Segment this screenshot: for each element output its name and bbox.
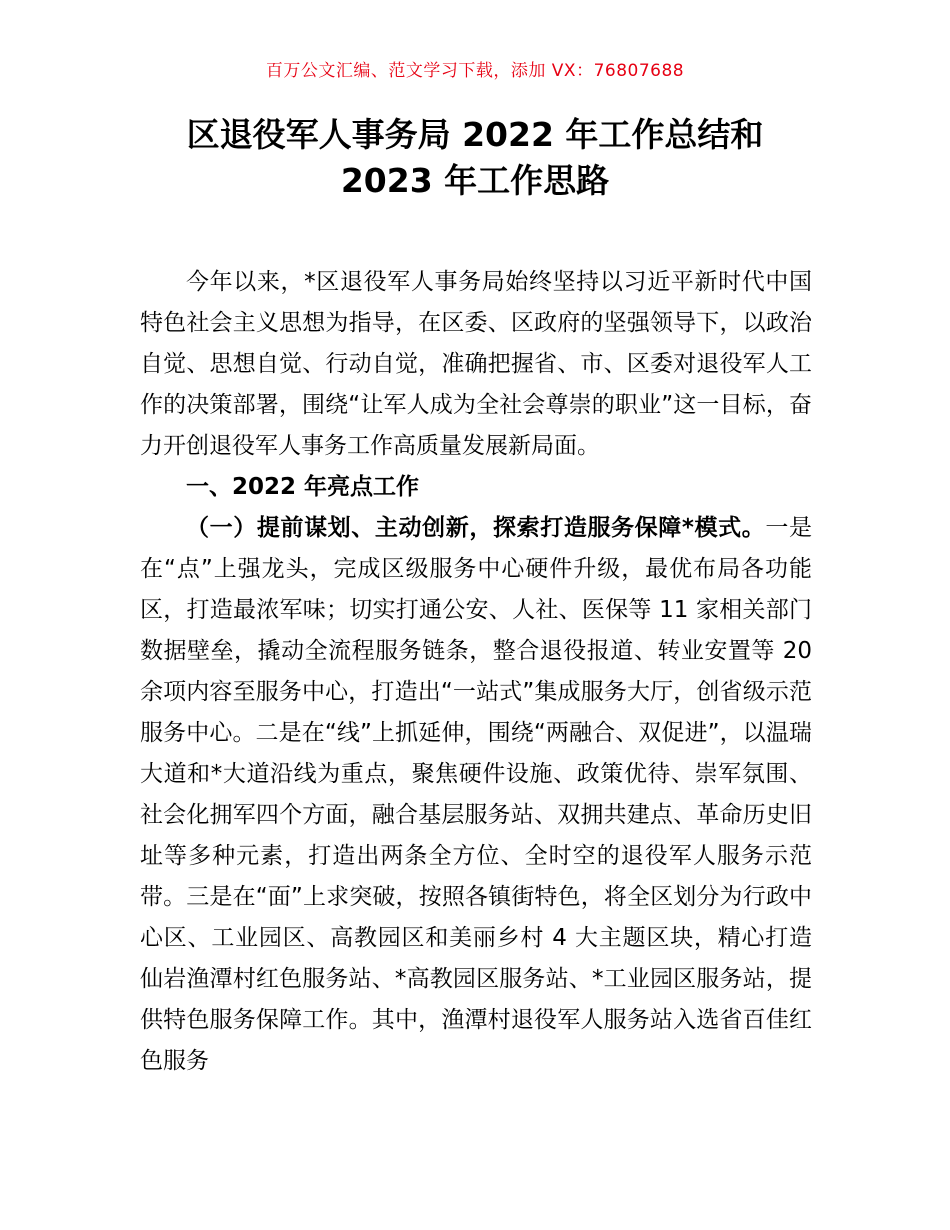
subsection-text-1: 一是在“点”上强龙头，完成区级服务中心硬件升级，最优布局各功能区，打造最浓军味；切实打通公安、人社、医保等 11 家相关部门数据壁垒，撬动全流程服务链条，整合退役报道、转业安置等 20 余项内容至服务中心，打造出“一站式”集成服务大厅，创省级示范服务中心。二是在“线”上抓延伸，围绕“两融合、双促进”，以温瑞大道和*大道沿线为重点，聚焦硬件设施、政策优待、崇军氛围、社会化拥军四个方面，融合基层服务站、双拥共建点、革命历史旧址等多种元素，打造出两条全方位、全时空的退役军人服务示范带。三是在“面”上求突破，按照各镇街特色，将全区划分为行政中心区、工业园区、高教园区和美丽乡村 4 大主题区块，精心打造仙岩渔潭村红色服务站、*高教园区服务站、*工业园区服务站，提供特色服务保障工作。其中，渔潭村退役军人服务站入选省百佳红色服务 [140,515,813,1074]
page-title [0,112,950,204]
subsection-heading-1: （一）提前谋划、主动创新，探索打造服务保障*模式。 [186,515,766,541]
document-body [140,262,812,1082]
section-heading-1: 一、2022 年亮点工作 [186,474,420,500]
title-line-2: 2023 年工作思路 [340,161,610,200]
title-line-1: 区退役军人事务局 2022 年工作总结和 [186,115,764,154]
header-note: 百万公文汇编、范文学习下载，添加 VX：76807688 [265,61,685,81]
intro-paragraph: 今年以来，*区退役军人事务局始终坚持以习近平新时代中国特色社会主义思想为指导，在区委、区政府的坚强领导下，以政治自觉、思想自觉、行动自觉，准确把握省、市、区委对退役军人工作的决策部署，围绕“让军人成为全社会尊崇的职业”这一目标，奋力开创退役军人事务工作高质量发展新局面。 [140,269,812,459]
subsection-paragraph-1 [140,508,812,1082]
